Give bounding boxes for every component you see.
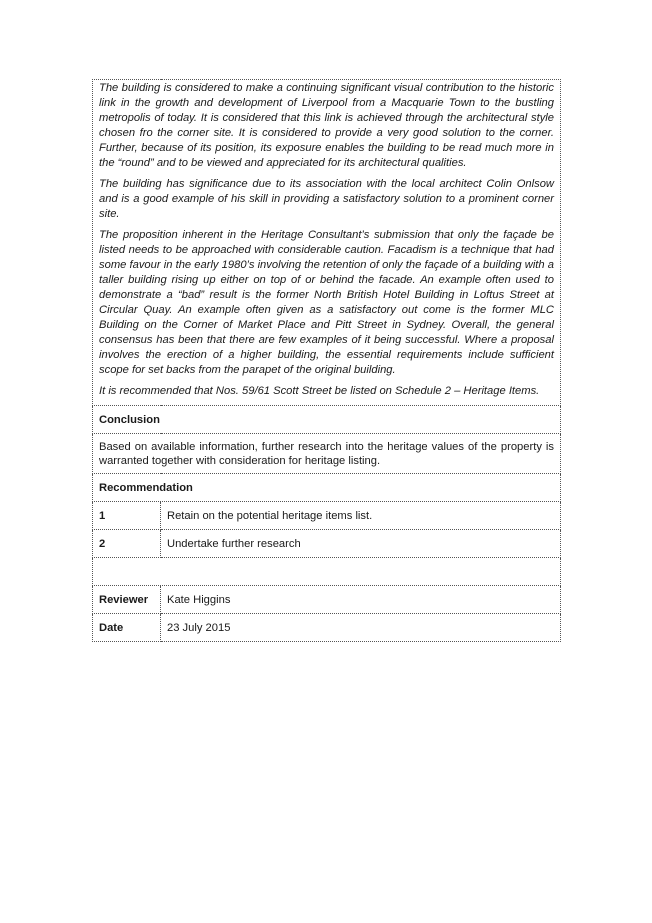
reviewer-row <box>93 586 561 614</box>
recommendation-item-row <box>93 502 561 530</box>
conclusion-heading-row <box>93 406 561 434</box>
recommendation-item-number: 1 <box>93 502 161 530</box>
conclusion-body-row <box>93 434 561 474</box>
date-value: 23 July 2015 <box>161 614 561 642</box>
spacer-row <box>93 558 561 586</box>
discussion-paragraph-recommendation: It is recommended that Nos. 59/61 Scott Street be listed on Schedule 2 – Heritage Items. <box>99 385 540 397</box>
discussion-row <box>93 80 561 406</box>
recommendation-heading: Recommendation <box>93 474 561 502</box>
date-row <box>93 614 561 642</box>
reviewer-value: Kate Higgins <box>161 586 561 614</box>
conclusion-text: Based on available information, further research into the heritage values of the property is warranted together with consideration for heritage listing. <box>93 434 561 474</box>
recommendation-item-text: Undertake further research <box>161 530 561 558</box>
recommendation-item-row <box>93 530 561 558</box>
heritage-assessment-table <box>92 79 561 642</box>
discussion-paragraph-architect: The building has significance due to its association with the local architect Colin Onlsow and is a good example of his skill in providing a satisfactory solution to a prominent corner site. <box>99 178 554 220</box>
recommendation-item-text: Retain on the potential heritage items list. <box>161 502 561 530</box>
discussion-paragraph-facadism: The proposition inherent in the Heritage Consultant’s submission that only the façade be listed needs to be approached with considerable caution. Facadism is a technique that had some favour in the early 1980’s involving the retention of only the façade of a building with a taller building rising up either on top of or behind the facade. An example often used to demonstrate a “bad” result is the former North British Hotel Building in Loftus Street at Circular Quay. An example often given as a satisfactory out come is the former MLC Building on the Corner of Market Place and Pitt Street in Sydney. Overall, the general consensus has been that there are few examples of it being successful. Where a proposal involves the erection of a higher building, the essential requirements include sufficient scope for set backs from the parapet of the original building. <box>99 229 554 376</box>
discussion-cell <box>93 80 561 406</box>
recommendation-item-number: 2 <box>93 530 161 558</box>
discussion-paragraph-visual-contribution: The building is considered to make a continuing significant visual contribution to the historic link in the growth and development of Liverpool from a Macquarie Town to the bustling metropolis of today. It is considered that this link is achieved through the architectural style chosen fro the corner site. It is considered to provide a very good solution to the corner. Further, because of its position, its exposure enables the building to be read much more in the “round” and to be viewed and appreciated for its architectural qualities. <box>99 82 554 169</box>
recommendation-heading-row <box>93 474 561 502</box>
conclusion-heading: Conclusion <box>93 406 561 434</box>
reviewer-label: Reviewer <box>93 586 161 614</box>
date-label: Date <box>93 614 161 642</box>
spacer-cell <box>93 558 561 586</box>
